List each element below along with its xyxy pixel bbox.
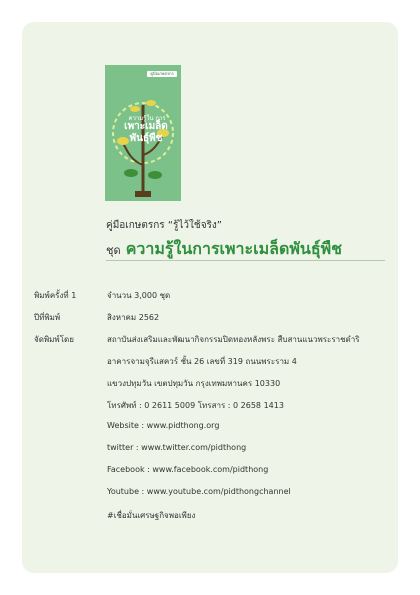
publisher-label: จัดพิมพ์โดย bbox=[34, 335, 74, 344]
district-line: แขวงปทุมวัน เขตปทุมวัน กรุงเทพมหานคร 10330 bbox=[107, 379, 281, 388]
facebook-line: Facebook : www.facebook.com/pidthong bbox=[107, 465, 269, 474]
divider bbox=[106, 260, 385, 261]
book-title: ความรู้ในการเพาะเมล็ดพันธุ์พืช bbox=[125, 239, 342, 258]
twitter-line: twitter : www.twitter.com/pidthong bbox=[107, 443, 247, 452]
edition-value: จำนวน 3,000 ชุด bbox=[107, 291, 171, 300]
year-value: สิงหาคม 2562 bbox=[107, 313, 160, 322]
youtube-line: Youtube : www.youtube.com/pidthongchannel bbox=[107, 487, 291, 496]
year-label: ปีที่พิมพ์ bbox=[34, 313, 61, 322]
book-cover bbox=[105, 65, 181, 201]
cover-title-line1: ความรู้ใน การ bbox=[128, 115, 166, 122]
title-prefix: ชุด bbox=[106, 244, 121, 257]
cover-tag: คู่มือเกษตรกร bbox=[147, 71, 177, 77]
website-line: Website : www.pidthong.org bbox=[107, 421, 220, 430]
phone-line: โทรศัพท์ : 0 2611 5009 โทรสาร : 0 2658 1413 bbox=[107, 401, 284, 410]
address-line: อาคารจามจุรีแสควร์ ชั้น 26 เลขที่ 319 ถนนพระราม 4 bbox=[107, 357, 297, 366]
edition-label: พิมพ์ครั้งที่ 1 bbox=[34, 291, 77, 300]
cover-title-line3: พันธุ์พืช bbox=[129, 133, 163, 144]
cover-title-line2: เพาะเมล็ด bbox=[124, 121, 168, 132]
book-title-row bbox=[106, 237, 342, 262]
hashtag-line: #เชื่อมั่นเศรษฐกิจพอเพียง bbox=[107, 511, 196, 520]
publisher-line: สถาบันส่งเสริมและพัฒนากิจกรรมปิดทองหลังพระ สืบสานแนวพระราชดำริ bbox=[107, 335, 360, 344]
book-subtitle: คู่มือเกษตรกร “รู้ไว้ใช้จริง” bbox=[106, 220, 222, 231]
